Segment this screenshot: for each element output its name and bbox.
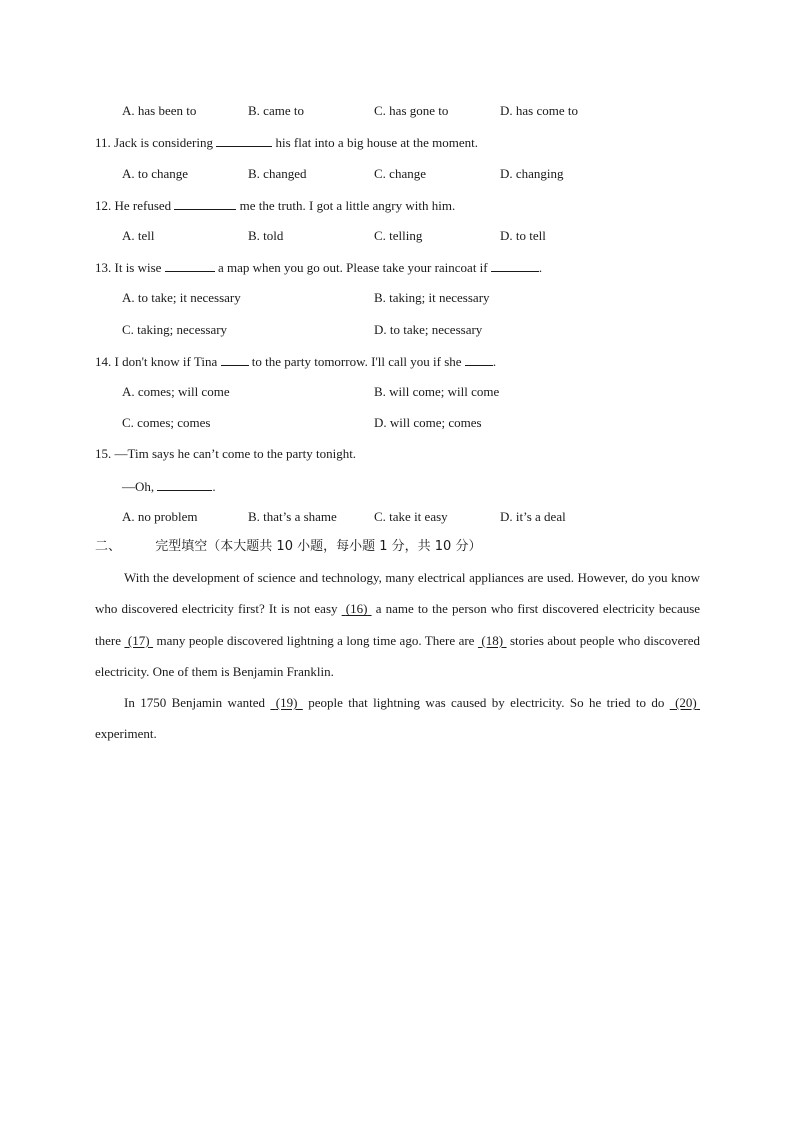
passage-p2-part-a: In 1750 Benjamin wanted bbox=[124, 695, 266, 710]
q12-text-before: He refused bbox=[114, 198, 172, 213]
q13-text-after: . bbox=[538, 260, 543, 275]
q15-line1: —Tim says he can’t come to the party tonight. bbox=[114, 446, 357, 461]
q11-stem bbox=[95, 134, 478, 151]
q15-stem bbox=[95, 446, 356, 462]
section-2-number: 二、 bbox=[95, 539, 122, 554]
blank-17[interactable]: (17) bbox=[127, 632, 150, 648]
q10-option-b[interactable]: B. came to bbox=[248, 103, 304, 118]
q11-blank[interactable] bbox=[216, 134, 272, 147]
q15-option-c[interactable]: C. take it easy bbox=[374, 509, 448, 524]
q14-number: 14. bbox=[95, 354, 112, 369]
q14-stem bbox=[95, 353, 496, 370]
q14-text-before: I don't know if Tina bbox=[114, 354, 218, 369]
q14-text-after: . bbox=[492, 354, 497, 369]
q12-option-a[interactable]: A. tell bbox=[122, 228, 155, 243]
blank-16[interactable]: (16) bbox=[345, 601, 368, 617]
blank-18[interactable]: (18) bbox=[481, 632, 504, 648]
section-2-title: 完型填空（本大题共 10 小题，每小题 1 分，共 10 分） bbox=[155, 539, 482, 554]
q13-option-c[interactable]: C. taking; necessary bbox=[122, 322, 228, 337]
q14-option-a[interactable]: A. comes; will come bbox=[122, 384, 230, 399]
q15-option-d[interactable]: D. it’s a deal bbox=[500, 509, 566, 524]
q15-response bbox=[122, 478, 216, 495]
q11-option-d[interactable]: D. changing bbox=[500, 166, 564, 181]
q13-text-before: It is wise bbox=[114, 260, 162, 275]
section-2-heading bbox=[95, 539, 481, 555]
q12-number: 12. bbox=[95, 198, 112, 213]
q12-stem bbox=[95, 197, 455, 214]
q12-option-c[interactable]: C. telling bbox=[374, 228, 423, 243]
q14-option-c[interactable]: C. comes; comes bbox=[122, 415, 211, 430]
q10-option-a[interactable]: A. has been to bbox=[122, 103, 197, 118]
q11-option-b[interactable]: B. changed bbox=[248, 166, 307, 181]
q13-blank-1[interactable] bbox=[165, 259, 215, 272]
q15-line2-after: . bbox=[212, 479, 216, 494]
q14-blank-2[interactable] bbox=[465, 353, 493, 366]
q14-text-middle: to the party tomorrow. I'll call you if she bbox=[251, 354, 462, 369]
q15-option-b[interactable]: B. that’s a shame bbox=[248, 509, 337, 524]
passage-p1-part-c: many people discovered lightning a long time ago. There are bbox=[156, 632, 475, 648]
q13-stem bbox=[95, 259, 542, 276]
passage-paragraph-2 bbox=[95, 687, 700, 750]
q14-blank-1[interactable] bbox=[221, 353, 249, 366]
q14-option-b[interactable]: B. will come; will come bbox=[374, 384, 500, 399]
q13-option-b[interactable]: B. taking; it necessary bbox=[374, 290, 490, 305]
q15-line2-before: —Oh, bbox=[122, 479, 155, 494]
q10-option-c[interactable]: C. has gone to bbox=[374, 103, 449, 118]
q12-option-b[interactable]: B. told bbox=[248, 228, 284, 243]
passage-p1-part-a: With the development of science and technology, many electrical appliances are used. However, do you know who discovered electricity first? It is not easy bbox=[95, 570, 700, 617]
q11-option-a[interactable]: A. to change bbox=[122, 166, 189, 181]
q12-text-after: me the truth. I got a little angry with him. bbox=[239, 198, 456, 213]
passage-p1-part-b: a name to the person who first discovered electricity because there bbox=[95, 601, 701, 648]
q11-option-c[interactable]: C. change bbox=[374, 166, 426, 181]
q11-number: 11. bbox=[95, 135, 111, 150]
q14-option-d[interactable]: D. will come; comes bbox=[374, 415, 482, 430]
q11-text-after: his flat into a big house at the moment. bbox=[275, 135, 479, 150]
q10-option-d[interactable]: D. has come to bbox=[500, 103, 578, 118]
blank-19[interactable]: (19) bbox=[275, 695, 298, 710]
q13-option-a[interactable]: A. to take; it necessary bbox=[122, 290, 241, 305]
q12-blank[interactable] bbox=[174, 197, 236, 210]
q13-text-middle: a map when you go out. Please take your raincoat if bbox=[217, 260, 488, 275]
q11-text-before: Jack is considering bbox=[114, 135, 213, 150]
blank-20[interactable]: (20) bbox=[675, 695, 697, 710]
q15-number: 15. bbox=[95, 446, 112, 461]
q12-option-d[interactable]: D. to tell bbox=[500, 228, 546, 243]
q13-number: 13. bbox=[95, 260, 112, 275]
q15-option-a[interactable]: A. no problem bbox=[122, 509, 198, 524]
q13-option-d[interactable]: D. to take; necessary bbox=[374, 322, 483, 337]
passage-p1-part-d: stories about people who discovered electricity. One of them is Benjamin Franklin. bbox=[95, 632, 701, 679]
q15-blank[interactable] bbox=[157, 478, 212, 491]
passage-paragraph-1 bbox=[95, 562, 700, 687]
passage-p2-part-b: people that lightning was caused by electricity. So he tried to do bbox=[308, 695, 665, 710]
passage-p2-part-c: experiment. bbox=[95, 726, 157, 742]
q13-blank-2[interactable] bbox=[491, 259, 539, 272]
